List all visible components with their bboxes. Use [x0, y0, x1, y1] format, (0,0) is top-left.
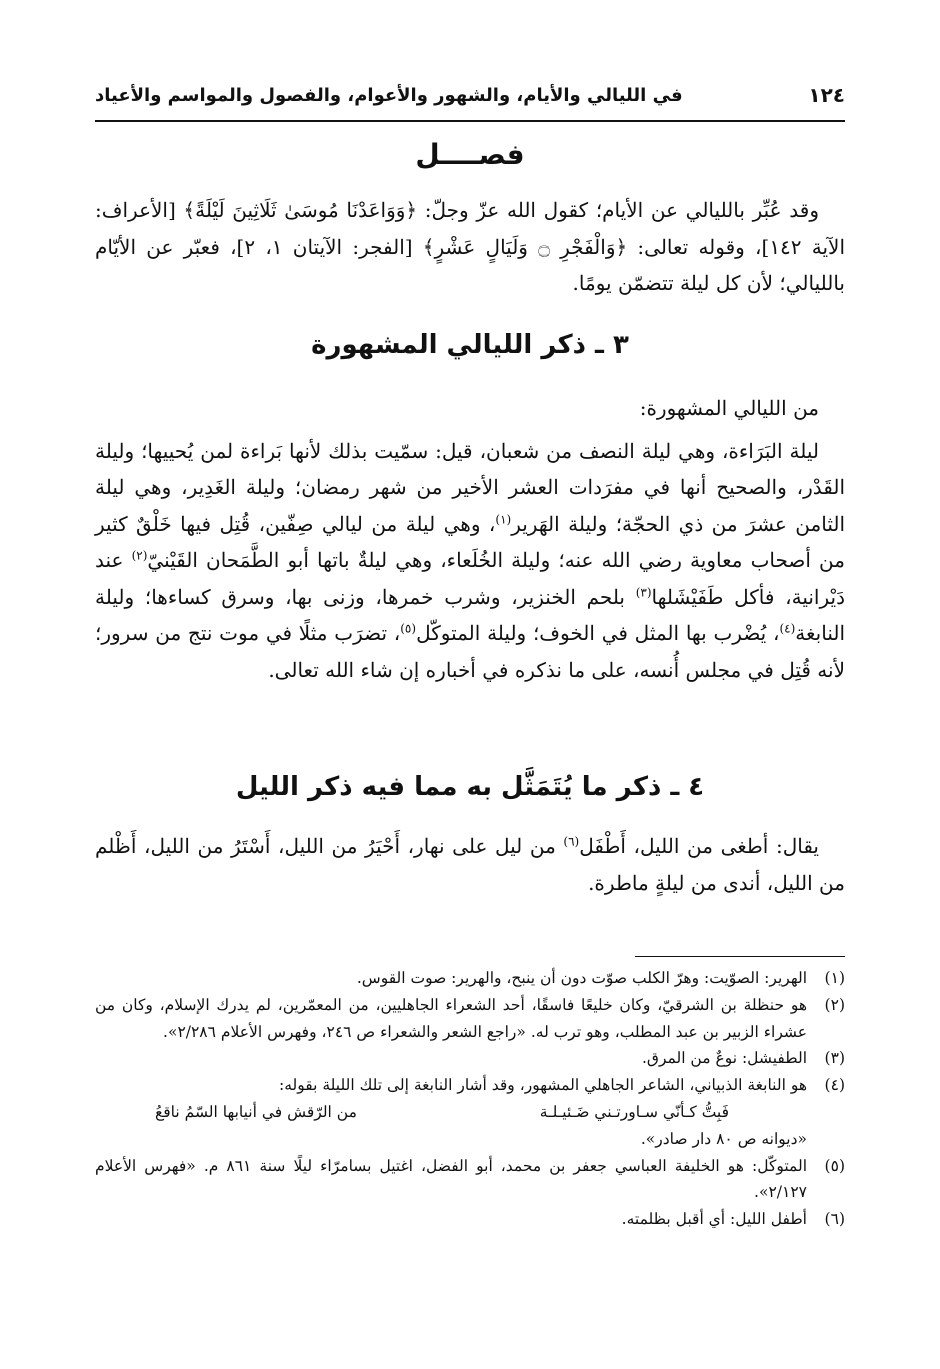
footnote-1: (١) الهرير: الصوّيت: وهرّ الكلب صوّت دون أن ينبح، والهرير: صوت القوس. [356, 969, 845, 987]
footnote-ref-5[interactable]: (٥) [400, 621, 417, 636]
running-header [95, 78, 845, 112]
section-4-body [95, 828, 845, 901]
footnote-2: (٢) هو حنظلة بن الشرقيّ، وكان خليعًا فاسقًا، أحد الشعراء الجاهليين، من المعمّرين، لم يدرك الإسلام، وكان من عشراء الزبير بن عبد المطلب، وهو ترب له. «راجع الشعر والشعراء ص ٢٤٦، وفهرس الأعلام ٢/٢٨٦». [95, 995, 845, 1041]
header-rule [95, 120, 845, 122]
footnotes [95, 965, 845, 1233]
page-number: ١٢٤ [808, 83, 845, 107]
fasl-heading: فصــــل [415, 138, 525, 171]
footnote-ref-6[interactable]: (٦) [563, 834, 580, 849]
footnote-ref-4[interactable]: (٤) [779, 621, 796, 636]
footnote-separator [635, 956, 845, 957]
section-3-intro: من الليالي المشهورة: [639, 396, 819, 420]
fasl-paragraph-block [95, 192, 845, 302]
running-title: في الليالي والأيام، والشهور والأعوام، والفصول والمواسم والأعياد [95, 84, 683, 106]
section-3-paragraph: ليلة البَرَاءة، وهي ليلة النصف من شعبان، قيل: سمّيت بذلك لأنها بَراءة لمن يُحييها؛ وليلة القَدْر، والصحيح أنها في مفرَدات العشر الأخير من شهر رمضان؛ وليلة الغَدِير، وهي ليلة الثامن عشرَ من ذي الحجّة؛ وليلة الهَرير$^{(١)}$، وهي ليلة من ليالي صِفّين، قُتِل فيها خَلْقٌ كثير من أصحاب معاوية رضي الله عنه؛ وليلة الخُلَعاء، وهي ليلةٌ باتها أبو الطَّمَحان القَيْنيّ$^{(٢)}$ عند دَيْرانية، فأكل طَفَيْشَلها$^{(٣)}$ بلحم الخنزير، وشرب خمرها، وزنى بها، وسرق كساءها؛ وليلة النابغة$^{(٤)}$، يُضْرب بها المثل في الخوف؛ وليلة المتوكّل$^{(٥)}$، تضرَب مثلًا في موت نتج من سرور؛ لأنه قُتِل في مجلس أُنسه، على ما نذكره في أخباره إن شاء الله تعالى. [95, 438, 846, 682]
footnote-6: (٦) أطفل الليل: أي أقبل بظلمته. [621, 1210, 845, 1229]
section-3-heading: ٣ ـ ذكر الليالي المشهورة [311, 330, 629, 360]
footnote-ref-2[interactable]: (٢) [131, 548, 148, 563]
footnote-5: (٥) المتوكّل: هو الخليفة العباسي جعفر بن محمد، أبو الفضل، اغتيل بسامرّاء ليلًا سنة ٨٦١ م. «فهرس الأعلام ٢/١٢٧». [95, 1156, 845, 1202]
footnote-ref-1[interactable]: (١) [495, 511, 512, 526]
verse-first-hemistich: فَبِتُّ كـأنّي سـاورتـني ضَـئيـلـة [539, 1102, 729, 1121]
section-4-heading: ٤ ـ ذكر ما يُتَمَثَّل به مما فيه ذكر الليل [235, 772, 705, 802]
footnote-ref-3[interactable]: (٣) [635, 584, 652, 599]
footnote-4: (٤) هو النابغة الذبياني، الشاعر الجاهلي المشهور، وقد أشار النابغة إلى تلك الليلة بقوله: فَبِتُّ كـأنّي سـاورتـني ضَـئيـلـة من الرّقش في أنيابها السّمُ ناقعُ «ديوانه ص ٨٠ دار صادر». [95, 1072, 845, 1152]
fasl-paragraph: وقد عُبِّر بالليالي عن الأيام؛ كقول الله عزّ وجلّ: ﴿وَوَاعَدْنَا مُوسَىٰ ثَلَاثِينَ لَيْلَةً﴾ [الأعراف: الآية ١٤٢]، وقوله تعالى: ﴿وَالْفَجْرِ ۝ وَلَيَالٍ عَشْرٍ﴾ [الفجر: الآيتان ١، ٢]، فعبّر عن الأيّام بالليالي؛ لأن كل ليلة تتضمّن يومًا. [95, 198, 846, 295]
section-4-paragraph: يقال: أطغى من الليل، أَطْفَل$^{(٦)}$ من ليل على نهار، أَحْيَرُ من الليل، أَسْتَرُ من الليل، أَظْلم من الليل، أندى من ليلةٍ ماطرة. [95, 834, 845, 895]
poem-verse [95, 1099, 807, 1126]
book-page [95, 0, 845, 1369]
section-3-body [95, 390, 845, 688]
verse-second-hemistich: من الرّقش في أنيابها السّمُ ناقعُ [155, 1102, 357, 1121]
footnote-3: (٣) الطفيشل: نوعٌ من المرق. [642, 1049, 845, 1068]
verse-source: «ديوانه ص ٨٠ دار صادر». [640, 1129, 807, 1148]
